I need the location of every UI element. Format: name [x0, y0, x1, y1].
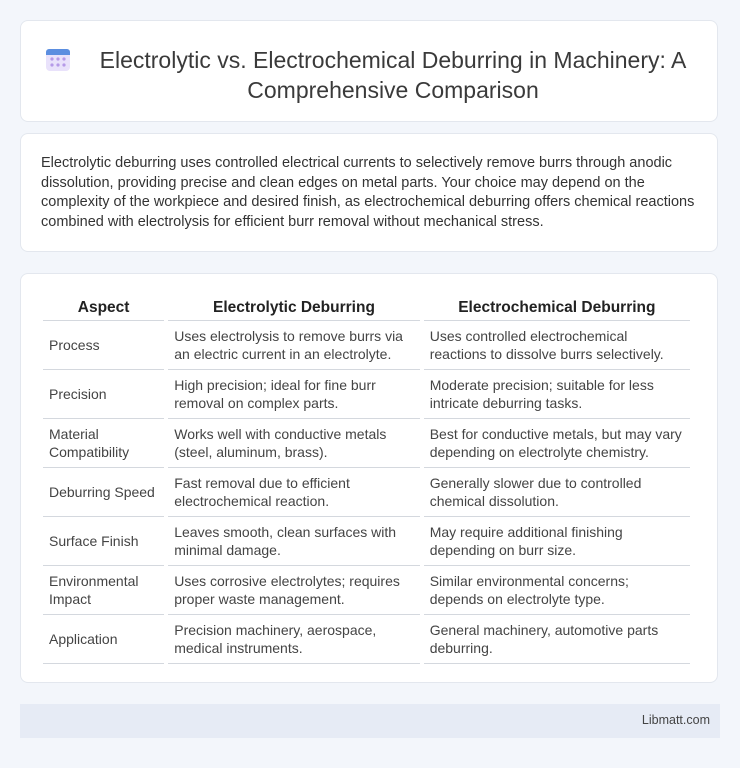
row-aspect: Process	[43, 321, 164, 370]
table-row	[43, 615, 690, 664]
row-aspect: Precision	[43, 370, 164, 419]
calendar-grid-icon	[45, 47, 71, 73]
footer-bar	[20, 704, 720, 738]
row-electrochemical: May require additional finishing depending on burr size.	[424, 517, 690, 566]
row-electrolytic: Leaves smooth, clean surfaces with minimal damage.	[168, 517, 419, 566]
comparison-table	[39, 296, 694, 664]
row-aspect: Deburring Speed	[43, 468, 164, 517]
row-aspect: Surface Finish	[43, 517, 164, 566]
table-row	[43, 517, 690, 566]
row-aspect: Material Compatibility	[43, 419, 164, 468]
row-aspect: Application	[43, 615, 164, 664]
row-electrochemical: Best for conductive metals, but may vary depending on electrolyte chemistry.	[424, 419, 690, 468]
table-row	[43, 566, 690, 615]
table-row	[43, 468, 690, 517]
row-electrochemical: General machinery, automotive parts deburring.	[424, 615, 690, 664]
table-row	[43, 321, 690, 370]
row-electrochemical: Generally slower due to controlled chemical dissolution.	[424, 468, 690, 517]
row-electrolytic: Uses electrolysis to remove burrs via an electric current in an electrolyte.	[168, 321, 419, 370]
row-electrolytic: Uses corrosive electrolytes; requires proper waste management.	[168, 566, 419, 615]
header-electrochemical: Electrochemical Deburring	[424, 296, 690, 321]
table-row	[43, 419, 690, 468]
page-title: Electrolytic vs. Electrochemical Deburring in Machinery: A Comprehensive Comparison	[99, 47, 687, 103]
row-electrolytic: High precision; ideal for fine burr removal on complex parts.	[168, 370, 419, 419]
row-electrolytic: Precision machinery, aerospace, medical instruments.	[168, 615, 419, 664]
row-electrochemical: Similar environmental concerns; depends on electrolyte type.	[424, 566, 690, 615]
row-electrolytic: Works well with conductive metals (steel, aluminum, brass).	[168, 419, 419, 468]
row-aspect: Environmental Impact	[43, 566, 164, 615]
table-row	[43, 370, 690, 419]
table-header-row	[43, 296, 690, 321]
intro-paragraph: Electrolytic deburring uses controlled electrical currents to selectively remove burrs through anodic dissolution, providing precise and clean edges on metal parts. Your choice may depend on the complexity of the workpiece and desired finish, as electrochemical deburring offers chemical reactions combined with electrolysis for efficient burr removal without mechanical stress.	[41, 155, 695, 230]
row-electrolytic: Fast removal due to efficient electrochemical reaction.	[168, 468, 419, 517]
footer-site-link[interactable]: Libmatt.com	[641, 713, 710, 727]
row-electrochemical: Uses controlled electrochemical reactions to dissolve burrs selectively.	[424, 321, 690, 370]
title-card	[20, 20, 718, 122]
header-electrolytic: Electrolytic Deburring	[168, 296, 419, 321]
intro-card	[20, 133, 718, 252]
comparison-card	[20, 273, 718, 683]
row-electrochemical: Moderate precision; suitable for less intricate deburring tasks.	[424, 370, 690, 419]
header-aspect: Aspect	[43, 296, 164, 321]
